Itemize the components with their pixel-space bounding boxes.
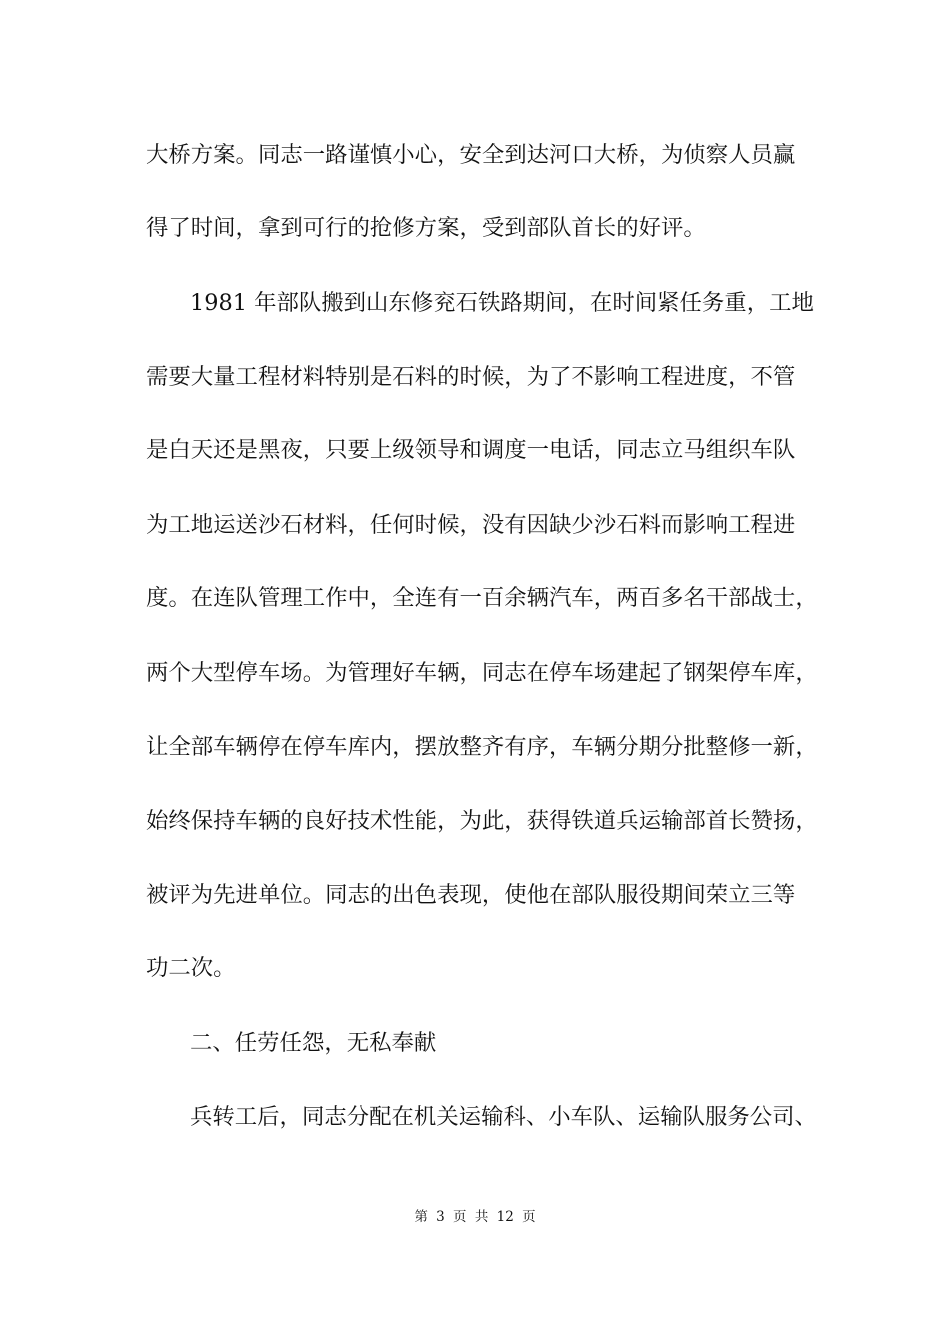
paragraph-line: 兵转工后，同志分配在机关运输科、小车队、运输队服务公司、 xyxy=(190,1104,817,1130)
paragraph-line: 是白天还是黑夜，只要上级领导和调度一电话，同志立马组织车队 xyxy=(146,437,796,463)
page-footer: 第 3 页 共 12 页 xyxy=(414,1209,536,1225)
paragraph-line: 度。在连队管理工作中，全连有一百余辆汽车，两百多名干部战士， xyxy=(146,585,818,611)
paragraph-line: 需要大量工程材料特别是石料的时候，为了不影响工程进度，不管 xyxy=(146,364,796,390)
paragraph-line: 让全部车辆停在停车库内，摆放整齐有序，车辆分期分批整修一新， xyxy=(146,734,818,760)
paragraph-line: 两个大型停车场。为管理好车辆，同志在停车场建起了钢架停车库， xyxy=(146,660,818,686)
paragraph-line: 得了时间，拿到可行的抢修方案，受到部队首长的好评。 xyxy=(146,215,706,241)
paragraph-line: 为工地运送沙石材料，任何时候，没有因缺少沙石料而影响工程进 xyxy=(146,512,796,538)
paragraph-line: 功二次。 xyxy=(146,955,236,981)
paragraph-line: 大桥方案。同志一路谨慎小心，安全到达河口大桥，为侦察人员赢 xyxy=(146,142,796,168)
section-heading: 二、任劳任怨，无私奉献 xyxy=(190,1030,437,1056)
paragraph-line: 被评为先进单位。同志的出色表现，使他在部队服役期间荣立三等 xyxy=(146,882,796,908)
paragraph-line: 始终保持车辆的良好技术性能，为此，获得铁道兵运输部首长赞扬， xyxy=(146,808,818,834)
paragraph-line: 1981 年部队搬到山东修兖石铁路期间，在时间紧任务重，工地 xyxy=(190,290,814,316)
